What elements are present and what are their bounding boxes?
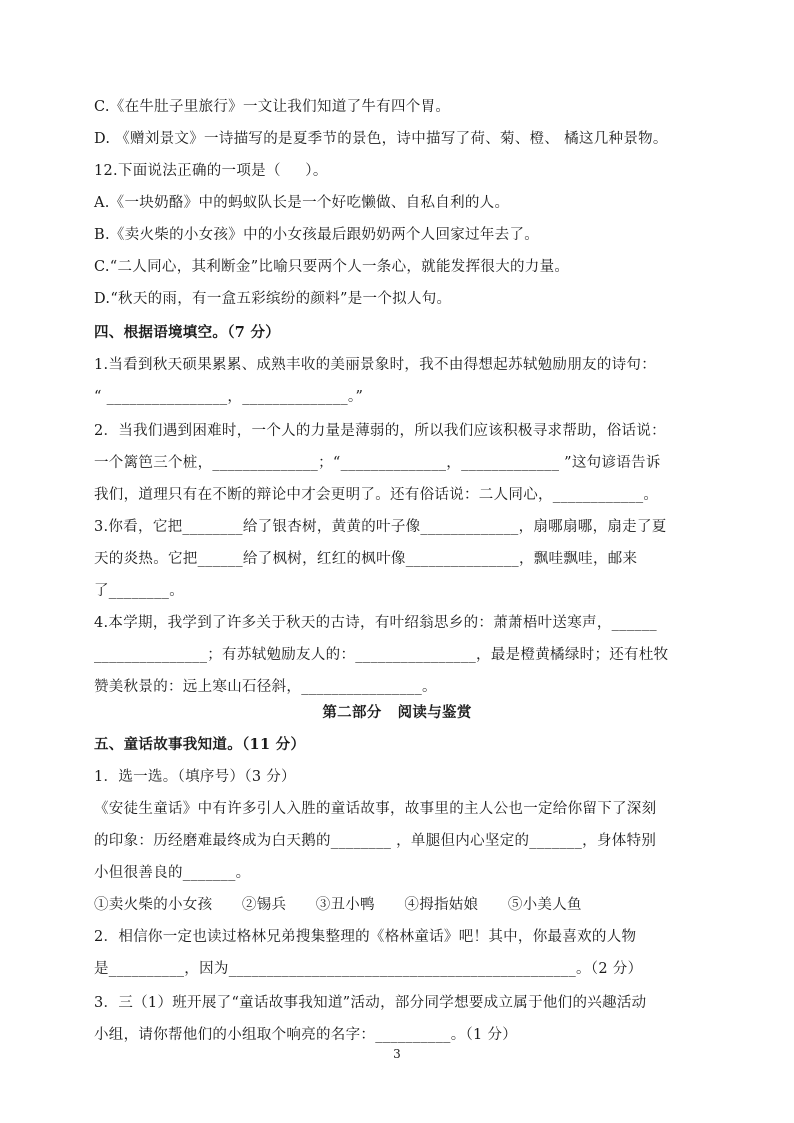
s4-q1-line2: “ ________________，______________。” <box>94 389 364 405</box>
s4-q3-line2: 天的炎热。它把______给了枫树，红红的枫叶像_______________，飘哇飘哇，邮来 <box>94 551 638 567</box>
s4-q4-line2: _______________；有苏轼勉励友人的：________________，最是橙黄橘绿时；还有杜牧 <box>94 647 669 663</box>
section5-heading: 五、童话故事我知道。（11 分） <box>94 736 306 753</box>
s4-q1-line1: 1.当看到秋天硕果累累、成熟丰收的美丽景象时，我不由得想起苏轼勉励朋友的诗句： <box>94 357 657 373</box>
s5-q1-line3: 小但很善良的_______。 <box>94 865 251 881</box>
s4-q2-line2: 一个篱笆三个桩，______________；“______________，_____________ ”这句谚语告诉 <box>94 455 661 471</box>
part2-heading: 第二部分 阅读与鉴赏 <box>322 704 472 721</box>
s5-q2-line2: 是__________，因为______________________________________________。（2 分） <box>94 961 643 977</box>
page-number: 3 <box>393 1047 401 1061</box>
s5-q2-line1: 2．相信你一定也读过格林兄弟搜集整理的《格林童话》吧！其中，你最喜欢的人物 <box>94 929 637 945</box>
q12-option-b: B.《卖火柴的小女孩》中的小女孩最后跟奶奶两个人回家过年去了。 <box>94 227 540 243</box>
s5-q1-stem: 1．选一选。（填序号）（3 分） <box>94 769 296 785</box>
s5-q3-line2: 小组，请你帮他们的小组取个响亮的名字：__________。（1 分） <box>94 1027 518 1043</box>
s5-q3-line1: 3．三（1）班开展了“童话故事我知道”活动，部分同学想要成立属于他们的兴趣活动 <box>94 995 647 1011</box>
s4-q3-line1: 3.你看，它把________给了银杏树，黄黄的叶子像_____________，扇哪扇哪，扇走了夏 <box>94 519 667 535</box>
s5-q1-line1: 《安徒生童话》中有许多引人入胜的童话故事，故事里的主人公也一定给你留下了深刻 <box>94 801 657 817</box>
s4-q2-line3: 我们，道理只有在不断的辩论中才会更明了。还有俗话说：二人同心，____________。 <box>94 487 659 503</box>
s4-q4-line1: 4.本学期，我学到了许多关于秋天的古诗，有叶绍翁思乡的：萧萧梧叶送寒声，______ <box>94 615 657 631</box>
q11-option-c: C.《在牛肚子里旅行》一文让我们知道了牛有四个胃。 <box>94 99 451 115</box>
q12-option-a: A.《一块奶酪》中的蚂蚁队长是一个好吃懒做、自私自利的人。 <box>94 195 510 211</box>
s4-q3-line3: 了________。 <box>94 583 184 599</box>
q12-option-c: C.“二人同心，其利断金”比喻只要两个人一条心，就能发挥很大的力量。 <box>94 259 570 275</box>
q11-option-d: D. 《赠刘景文》一诗描写的是夏季节的景色，诗中描写了荷、菊、橙、 橘这几种景物。 <box>94 131 668 147</box>
s5-q1-options: ①卖火柴的小女孩 ②锡兵 ③丑小鸭 ④拇指姑娘 ⑤小美人鱼 <box>94 897 582 913</box>
s4-q2-line1: 2．当我们遇到困难时，一个人的力量是薄弱的，所以我们应该积极寻求帮助，俗话说： <box>94 423 666 439</box>
section4-heading: 四、根据语境填空。（7 分） <box>94 324 281 341</box>
q12-option-d: D.“秋天的雨，有一盒五彩缤纷的颜料”是一个拟人句。 <box>94 291 452 307</box>
s4-q4-line3: 赞美秋景的：远上寒山石径斜，________________。 <box>94 679 437 695</box>
s5-q1-line2: 的印象：历经磨难最终成为白天鹅的________ ，单腿但内心坚定的_______，身体特别 <box>94 833 657 849</box>
q12-stem: 12.下面说法正确的一项是（ ）。 <box>94 163 328 179</box>
